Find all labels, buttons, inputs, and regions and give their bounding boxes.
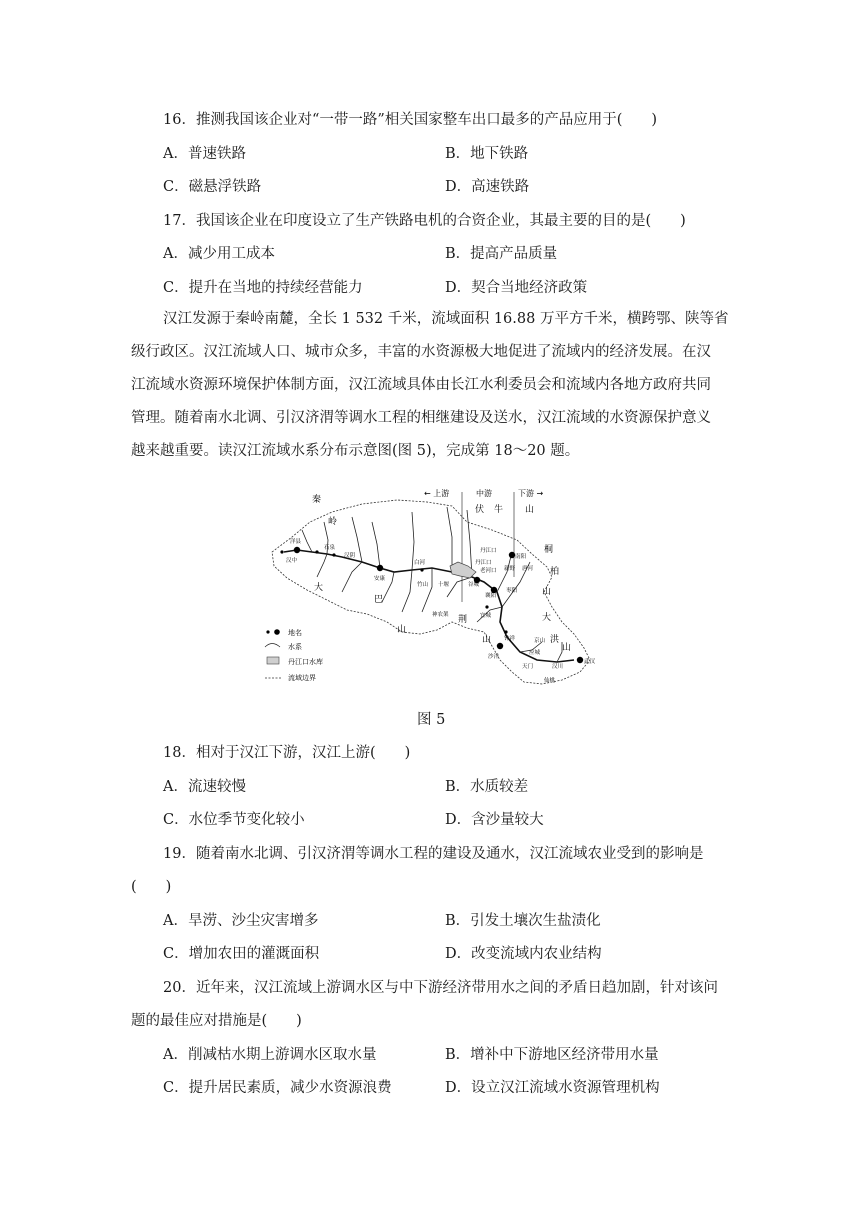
terrain-da-2: 大 [542, 613, 552, 623]
q19-option-d: D．改变流域内农业结构 [445, 946, 602, 962]
passage-line-1: 汉江发源于秦岭南麓，全长 1 532 千米，流域面积 16.88 万平方千米，横跨鄂、陕等省 [163, 311, 729, 327]
terrain-niu: 牛 [494, 505, 504, 515]
legend-river-label: 水系 [288, 643, 302, 651]
legend-large-dot [274, 629, 280, 635]
place-xiangyang: 襄阳 [485, 593, 497, 599]
place-yangxian: 洋县 [290, 539, 302, 545]
place-gucheng: 谷城 [468, 582, 480, 588]
place-shayang: 沙洋 [488, 654, 500, 660]
tributaries [302, 507, 562, 662]
terrain-shan-2: 山 [525, 505, 535, 515]
place-laohekou: 老河口 [480, 568, 497, 574]
q20-option-a: A．削减枯水期上游调水区取水量 [163, 1047, 377, 1063]
place-tanghe: 唐河 [522, 566, 534, 572]
q18-option-d: D．含沙量较大 [445, 812, 544, 828]
q18-option-b: B．水质较差 [445, 779, 529, 795]
q18-stem: 18．相对于汉江下游，汉江上游( ) [163, 745, 411, 761]
place-jingshan: 京山 [534, 638, 546, 644]
terrain-shan-1: 山 [397, 625, 407, 635]
passage-line-5: 越来越重要。读汉江流域水系分布示意图(图 5)，完成第 18～20 题。 [131, 443, 580, 459]
place-shiquan: 石泉 [324, 545, 336, 551]
q19-option-a: A．旱涝、沙尘灾害增多 [163, 913, 319, 929]
terrain-jing: 荆 [458, 615, 468, 625]
label-middle: 中游 [476, 489, 492, 498]
place-yicheng: 宜城 [480, 613, 492, 619]
place-baihe: 白河 [414, 560, 426, 566]
danjiangkou-reservoir [450, 562, 476, 578]
figure-caption: 图 5 [417, 712, 446, 728]
q17-option-c: C．提升在当地的持续经营能力 [163, 280, 363, 296]
legend-reservoir-label: 丹江口水库 [288, 658, 323, 666]
passage [131, 303, 743, 468]
place-zhushan: 竹山 [417, 582, 429, 588]
label-upper: ← 上游 [424, 489, 450, 498]
passage-line-3: 江流域水资源环境保护体制方面，汉江流域具体由长江水利委员会和流域内各地方政府共同 [131, 377, 711, 393]
passage-line-2: 级行政区。汉江流域人口、城市众多，丰富的水资源极大地促进了流域内的经济发展。在汉 [131, 344, 711, 360]
place-danjiangkou-2: 丹江口 [480, 548, 497, 554]
q19-stem-continued: ( ) [131, 879, 172, 895]
q20-option-c: C．提升居民素质，减少水资源浪费 [163, 1080, 392, 1096]
terrain-qin: 秦 [312, 495, 322, 505]
legend-boundary-label: 流域边界 [288, 674, 316, 682]
place-wuhan: 武汉 [584, 659, 596, 665]
terrain-shan-5: 山 [482, 635, 492, 645]
passage-line-4: 管理。随着南水北调、引汉济渭等调水工程的相继建设及送水，汉江流域的水资源保护意义 [131, 410, 711, 426]
place-hanyin: 汉阴 [344, 553, 356, 559]
place-xiantao: 仙桃 [544, 678, 556, 684]
terrain-fu: 伏 [475, 505, 485, 515]
place-hanzhong: 汉中 [286, 558, 298, 564]
terrain-shan-4: 山 [562, 643, 572, 653]
q19-stem: 19．随着南水北调、引汉济渭等调水工程的建设及通水，汉江流域农业受到的影响是 [163, 846, 704, 862]
q20-option-d: D．设立汉江流域水资源管理机构 [445, 1080, 660, 1096]
terrain-bai: 柏 [550, 567, 560, 577]
terrain-labels [312, 493, 571, 653]
terrain-shan-3: 山 [542, 587, 552, 597]
label-lower: 下游 → [518, 489, 544, 498]
place-zhongxiang: 钟祥 [504, 636, 516, 642]
q16-option-d: D．高速铁路 [445, 179, 530, 195]
map-legend [265, 628, 323, 682]
legend-river-swatch [265, 644, 280, 648]
terrain-tong: 桐 [544, 545, 554, 555]
han-river-map [262, 482, 602, 692]
q16-option-a: A．普速铁路 [163, 146, 246, 162]
place-ankang: 安康 [374, 576, 386, 582]
terrain-ba: 巴 [374, 595, 384, 605]
legend-place-label: 地名 [288, 629, 302, 637]
place-zaoyang: 枣阳 [506, 588, 518, 594]
q18-option-c: C．水位季节变化较小 [163, 812, 305, 828]
q19-option-c: C．增加农田的灌溉面积 [163, 946, 320, 962]
place-tianmen: 天门 [522, 664, 534, 670]
q16-option-c: C．磁悬浮铁路 [163, 179, 262, 195]
place-nanyang: 南阳 [515, 554, 527, 560]
place-shennongjia: 神农架 [432, 612, 449, 618]
q16-stem: 16．推测我国该企业对“一带一路”相关国家整车出口最多的产品应用于( ) [163, 112, 658, 128]
place-danjiangkou: 丹江口 [475, 560, 492, 566]
place-xinye: 新野 [504, 566, 516, 572]
q17-option-b: B．提高产品质量 [445, 246, 558, 262]
terrain-hong: 洪 [550, 635, 560, 645]
terrain-ling: 岭 [328, 517, 338, 527]
q18-option-a: A．流速较慢 [163, 779, 246, 795]
q16-option-b: B．地下铁路 [445, 146, 529, 162]
place-yingcheng: 应城 [529, 650, 541, 656]
place-hanchuan: 汉川 [552, 664, 564, 670]
q20-stem-continued: 题的最佳应对措施是( ) [131, 1013, 302, 1029]
q20-option-b: B．增补中下游地区经济带用水量 [445, 1047, 659, 1063]
place-shiyan: 十堰 [438, 582, 450, 588]
legend-small-dot [266, 630, 269, 633]
q17-option-a: A．减少用工成本 [163, 246, 275, 262]
q17-option-d: D．契合当地经济政策 [445, 280, 588, 296]
q19-option-b: B．引发土壤次生盐渍化 [445, 913, 601, 929]
q20-stem: 20．近年来，汉江流域上游调水区与中下游经济带用水之间的矛盾日趋加剧，针对该问 [163, 980, 718, 996]
terrain-da-1: 大 [314, 583, 324, 593]
q17-stem: 17．我国该企业在印度设立了生产铁路电机的合资企业，其最主要的目的是( ) [163, 213, 686, 229]
legend-reservoir-swatch [267, 657, 279, 664]
